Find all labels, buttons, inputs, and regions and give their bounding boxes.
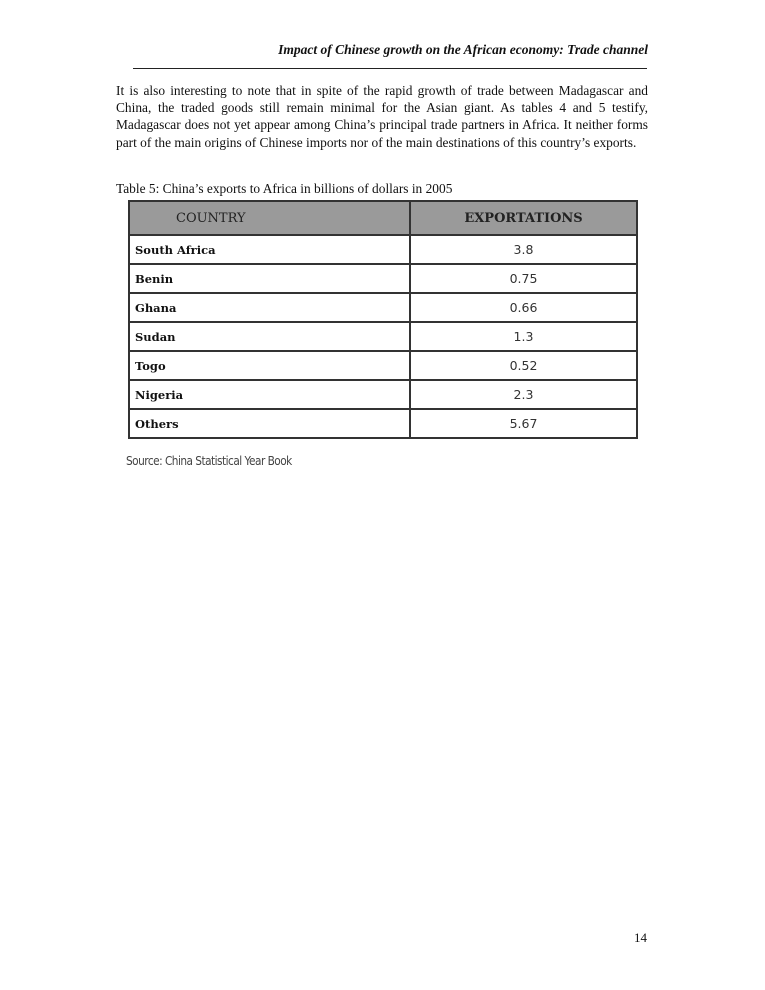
value-cell: 1.3 bbox=[410, 322, 637, 351]
table-row bbox=[129, 235, 637, 264]
table-row bbox=[129, 351, 637, 380]
running-header: Impact of Chinese growth on the African economy: Trade channel bbox=[278, 42, 648, 57]
table-source: Source: China Statistical Year Book bbox=[126, 454, 292, 468]
country-cell: Togo bbox=[129, 351, 410, 380]
value-cell: 0.52 bbox=[410, 351, 637, 380]
country-cell: Others bbox=[129, 409, 410, 438]
header-rule bbox=[133, 68, 647, 69]
exportations-column-header: EXPORTATIONS bbox=[410, 201, 637, 235]
country-cell: Nigeria bbox=[129, 380, 410, 409]
value-cell: 3.8 bbox=[410, 235, 637, 264]
table-row bbox=[129, 380, 637, 409]
country-cell: Ghana bbox=[129, 293, 410, 322]
table-header-row bbox=[129, 201, 637, 235]
value-cell: 0.66 bbox=[410, 293, 637, 322]
page-number: 14 bbox=[634, 930, 647, 945]
country-cell: Benin bbox=[129, 264, 410, 293]
table-row bbox=[129, 322, 637, 351]
table-caption: Table 5: China’s exports to Africa in billions of dollars in 2005 bbox=[116, 181, 453, 196]
table-row bbox=[129, 293, 637, 322]
country-column-header: COUNTRY bbox=[129, 201, 410, 235]
table-row bbox=[129, 409, 637, 438]
exports-table bbox=[128, 200, 638, 439]
table-row bbox=[129, 264, 637, 293]
value-cell: 5.67 bbox=[410, 409, 637, 438]
body-paragraph: It is also interesting to note that in spite of the rapid growth of trade between Madagascar and China, the traded goods still remain minimal for the Asian giant. As tables 4 and 5 testify, Madagascar does not yet appear among China’s principal trade partners in Africa. It neither forms part of the main origins of Chinese imports nor of the main destinations of this country’s exports. bbox=[116, 83, 648, 150]
country-cell: South Africa bbox=[129, 235, 410, 264]
country-cell: Sudan bbox=[129, 322, 410, 351]
value-cell: 2.3 bbox=[410, 380, 637, 409]
value-cell: 0.75 bbox=[410, 264, 637, 293]
